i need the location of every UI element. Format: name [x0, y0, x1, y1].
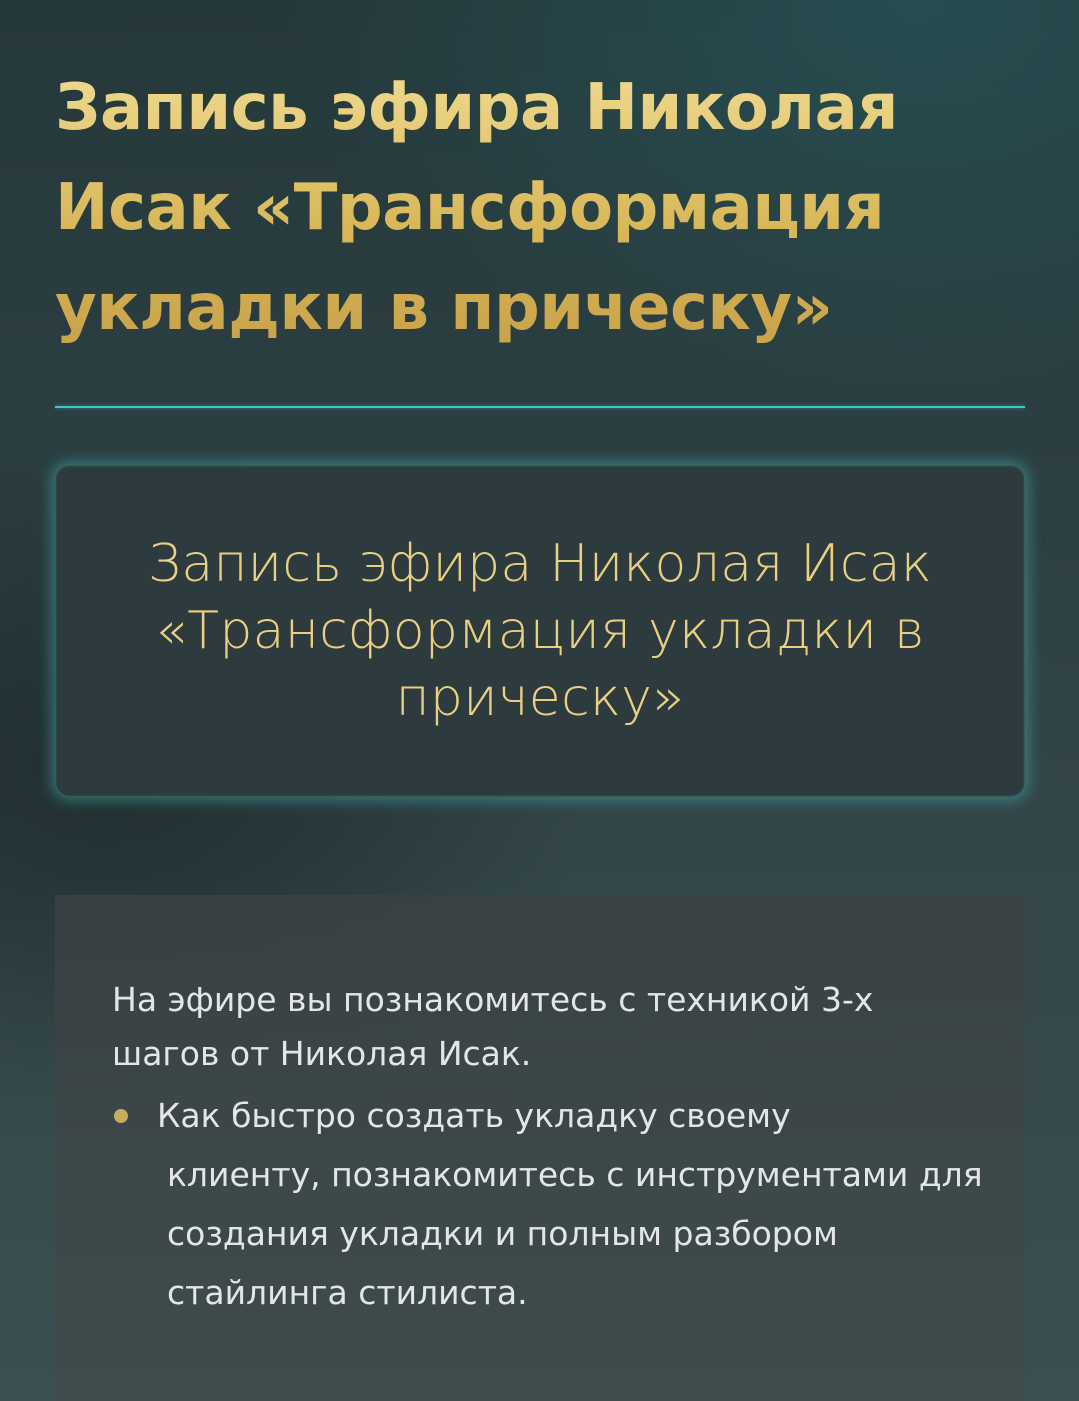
bullet-text: клиенту, познакомитесь с инструментами для создания укладки и полным разбором стайлинга стилиста. [167, 1155, 983, 1312]
bullet-first-line: Как быстро создать укладку своему [157, 1096, 791, 1135]
bullet-list [112, 1086, 992, 1322]
bullet-dot-icon [114, 1109, 128, 1123]
list-item [112, 1086, 992, 1322]
description-panel [55, 895, 1025, 1401]
divider [55, 406, 1025, 408]
title-card [55, 465, 1025, 797]
card-title: Запись эфира Николая Исак «Трансформация укладки в прическу» [147, 533, 933, 728]
page-title: Запись эфира Николая Исак «Трансформация укладки в прическу» [55, 58, 1045, 358]
description-intro: На эфире вы познакомитесь с техникой 3-х шагов от Николая Исак. [112, 980, 874, 1073]
